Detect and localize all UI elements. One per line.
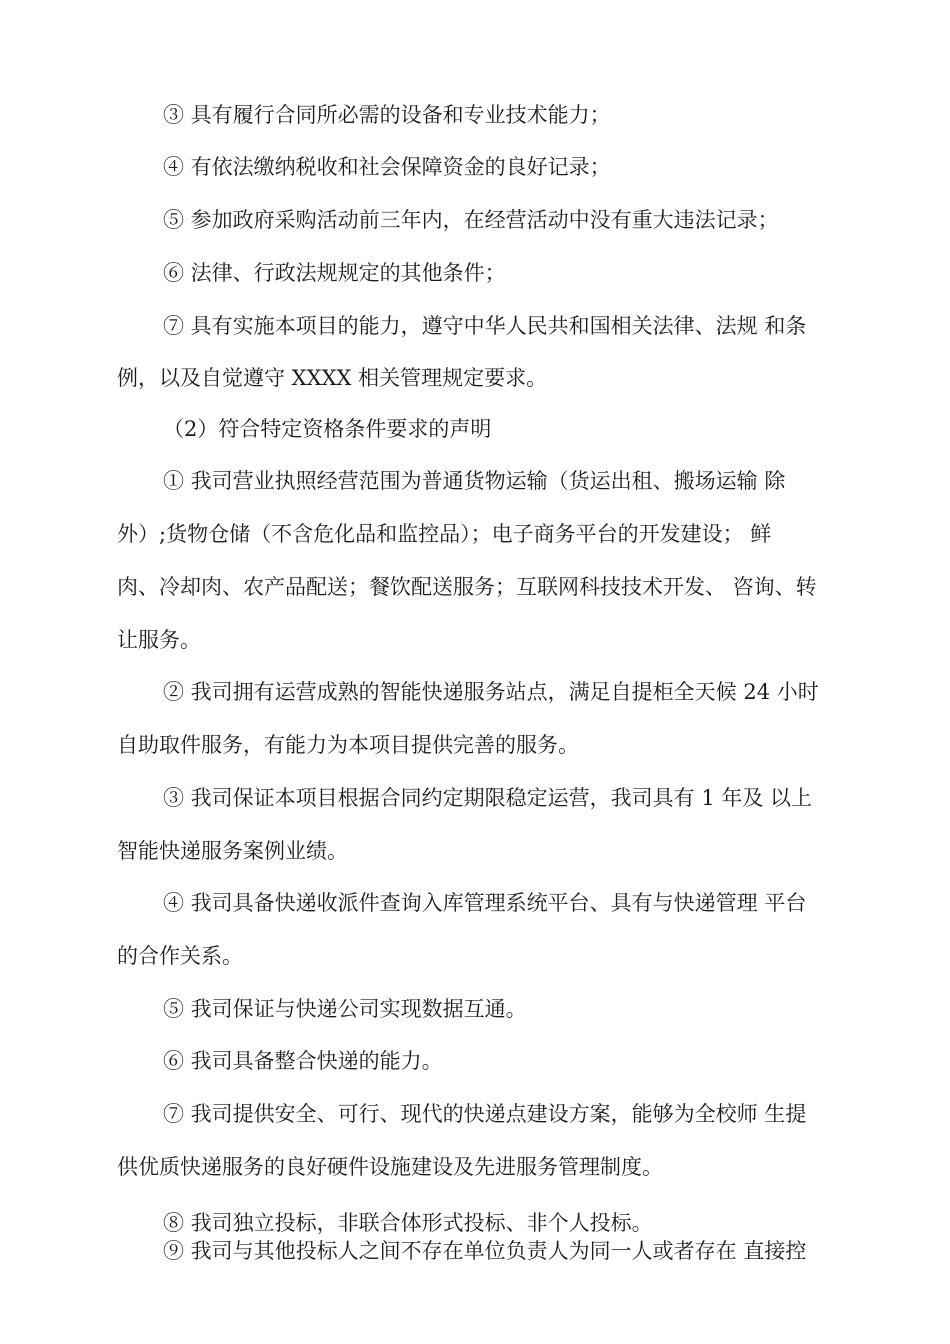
decl-3-stable-operation-cont: 智能快递服务案例业绩。 (117, 839, 348, 863)
item-7-capability-cont: 例，以及自觉遵守 XXXX 相关管理规定要求。 (117, 366, 548, 390)
section-heading-2: （2）符合特定资格条件要求的声明 (163, 417, 492, 441)
item-7-capability: ⑦ 具有实施本项目的能力，遵守中华人民共和国相关法律、法规 和条 (163, 314, 807, 338)
decl-8-independent-bid: ⑧ 我司独立投标，非联合体形式投标、非个人投标。 (163, 1211, 653, 1235)
decl-3-stable-operation: ③ 我司保证本项目根据合同约定期限稳定运营，我司具有 1 年及 以上 (163, 786, 813, 810)
item-5-no-violation: ⑤ 参加政府采购活动前三年内，在经营活动中没有重大违法记录； (163, 208, 779, 232)
decl-4-management-system-cont: 的合作关系。 (117, 944, 243, 968)
decl-9-no-conflict: ⑨ 我司与其他投标人之间不存在单位负责人为同一人或者存在 直接控 (163, 1239, 807, 1263)
decl-1-business-scope-cont-3: 让服务。 (117, 628, 201, 652)
decl-1-business-scope-cont-2: 肉、冷却肉、农产品配送；餐饮配送服务；互联网科技技术开发、 咨询、转 (117, 575, 817, 599)
decl-7-construction-plan-cont: 供优质快递服务的良好硬件设施建设及先进服务管理制度。 (117, 1155, 663, 1179)
item-6-other-conditions: ⑥ 法律、行政法规规定的其他条件； (163, 261, 506, 285)
decl-7-construction-plan: ⑦ 我司提供安全、可行、现代的快递点建设方案，能够为全校师 生提 (163, 1102, 807, 1126)
decl-6-integration: ⑥ 我司具备整合快递的能力。 (163, 1049, 443, 1073)
item-3-equipment: ③ 具有履行合同所必需的设备和专业技术能力； (163, 103, 611, 127)
decl-5-data-interop: ⑤ 我司保证与快递公司实现数据互通。 (163, 997, 527, 1021)
decl-2-service-station: ② 我司拥有运营成熟的智能快递服务站点，满足自提柜全天候 24 小时 (163, 680, 819, 704)
item-4-tax-record: ④ 有依法缴纳税收和社会保障资金的良好记录； (163, 155, 611, 179)
decl-1-business-scope-cont-1: 外）;货物仓储（不含危化品和监控品）；电子商务平台的开发建设； 鲜 (117, 522, 772, 546)
decl-4-management-system: ④ 我司具备快递收派件查询入库管理系统平台、具有与快递管理 平台 (163, 891, 807, 915)
decl-2-service-station-cont: 自助取件服务，有能力为本项目提供完善的服务。 (117, 733, 579, 757)
decl-1-business-scope: ① 我司营业执照经营范围为普通货物运输（货运出租、搬场运输 除 (163, 469, 786, 493)
